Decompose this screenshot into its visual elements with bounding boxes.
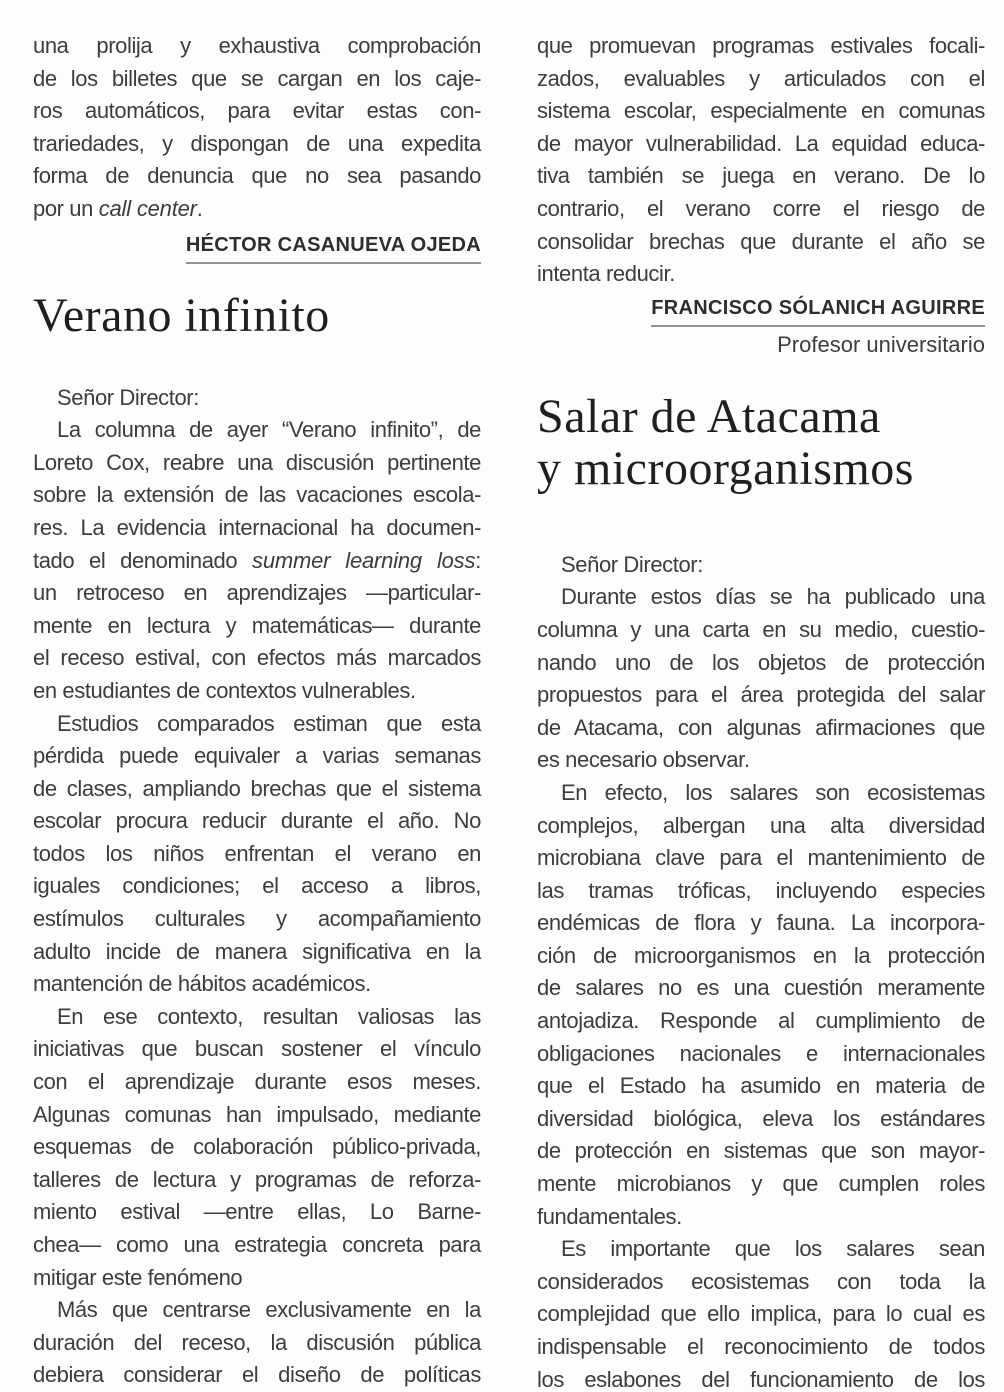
text-line: iniciativas que buscan sostener el vínculo [33,1036,481,1062]
headline-salar-de-atacama [537,391,985,495]
text-line: mente microbianos y que cumplen roles [537,1171,985,1197]
text-line: sistema escolar, especialmente en comunas [537,98,985,124]
text-line: por un call center. [33,195,203,221]
text-line: complejidad que ello implica, para lo cual es [537,1301,985,1327]
text-line: mitigar este fenómeno [33,1264,243,1290]
text-line: forma de denuncia que no sea pasando [33,163,481,189]
text-line: En efecto, los salares son ecosistemas [561,779,985,805]
text-line: indispensable el reconocimiento de todos [537,1334,985,1359]
headline-line: Salar de Atacama [537,389,881,443]
text-line: de mayor vulnerabilidad. La equidad educa- [537,130,985,156]
text-line: de Atacama, con algunas afirmaciones que [537,714,985,740]
text-line: Algunas comunas han impulsado, mediante [33,1101,481,1127]
paragraph [33,708,481,1001]
text-line: Estudios comparados estiman que esta [57,710,481,736]
text-line: de protección en sistemas que son mayor- [537,1138,985,1164]
text-line: estímulos culturales y acompañamiento [33,906,481,932]
signature-hector-casanueva [33,234,481,264]
letter-verano-infinito-body [33,382,481,1392]
text-line: columna y una carta en su medio, cuestio- [537,616,985,642]
text-line: talleres de lectura y programas de reforza- [33,1166,481,1192]
text-line: intenta reducir. [537,261,675,287]
letter-atm-fragment [33,30,481,226]
paragraph [537,30,985,291]
text-line: Señor Director: [561,551,703,577]
text-line: Loreto Cox, reabre una discusión pertinente [33,449,481,475]
text-line: en estudiantes de contextos vulnerables. [33,677,416,703]
paragraph [33,30,481,226]
signature-name: FRANCISCO SÓLANICH AGUIRRE [651,297,985,327]
text-line: ción de microorganismos en la protección [537,942,985,968]
text-line: duración del receso, la discusión pública [33,1329,481,1355]
headline-verano-infinito [33,290,481,342]
letter-salar-atacama-body [537,549,985,1392]
text-line: trariedades, y dispongan de una expedita [33,130,481,156]
text-line: es necesario observar. [537,747,750,773]
text-line: miento estival —entre ellas, Lo Barne- [33,1199,481,1225]
text-line: de clases, ampliando brechas que el sistema [33,775,481,801]
text-line: res. La evidencia internacional ha documen- [33,514,481,540]
text-line: de salares no es una cuestión meramente [537,975,985,1001]
text-line: mantención de hábitos académicos. [33,971,371,997]
text-line: las tramas tróficas, incluyendo especies [537,877,985,903]
text-line: ros automáticos, para evitar estas con- [33,98,481,124]
text-line: Durante estos días se ha publicado una [561,584,985,610]
text-line: endémicas de flora y fauna. La incorpora- [537,910,985,936]
text-line: esquemas de colaboración público-privada, [33,1134,481,1160]
text-line: nando uno de los objetos de protección [537,649,985,675]
text-line: mente en lectura y matemáticas— durante [33,612,481,638]
text-line: obligaciones nacionales e internacionales [537,1040,985,1066]
text-line: propuestos para el área protegida del salar [537,682,985,708]
text-line: con el aprendizaje durante esos meses. [33,1069,481,1095]
paragraph [33,382,481,415]
headline-line: y microorganismos [537,441,914,495]
text-line: antojadiza. Responde al cumplimiento de [537,1008,985,1034]
text-line: que promuevan programas estivales focali- [537,33,985,58]
text-line: un retroceso en aprendizajes —particular- [33,580,481,606]
text-line: escolar procura reducir durante el año. No [33,808,481,834]
text-line: Señor Director: [57,384,199,410]
signature-name: HÉCTOR CASANUEVA OJEDA [186,234,481,264]
text-line: que el Estado ha asumido en materia de [537,1073,985,1099]
text-line: una prolija y exhaustiva comprobación [33,33,481,58]
paragraph [537,581,985,777]
text-line: sobre la extensión de las vacaciones escola- [33,482,481,508]
text-line: considerados ecosistemas con toda la [537,1268,985,1294]
text-line: tiva también se juega en verano. De lo [537,163,985,189]
signature-role: Profesor universitario [777,331,985,357]
text-line: todos los niños enfrentan el verano en [33,840,481,866]
text-line: consolidar brechas que durante el año se [537,228,985,254]
headline-line: Verano infinito [33,288,330,342]
right-column [537,30,985,1392]
text-line: tado el denominado summer learning loss: [33,547,481,573]
text-line: chea— como una estrategia concreta para [33,1232,481,1257]
text-line: el receso estival, con efectos más marcados [33,645,481,671]
text-line: En ese contexto, resultan valiosas las [57,1003,481,1029]
text-line: microbiana clave para el mantenimiento de [537,845,985,871]
text-line: complejos, albergan una alta diversidad [537,812,985,838]
paragraph [33,414,481,707]
text-line: debiera considerar el diseño de políticas [33,1362,481,1388]
text-line: adulto incide de manera significativa en la [33,938,481,964]
text-line: fundamentales. [537,1203,682,1229]
left-column [33,30,481,1392]
paragraph [33,1294,481,1392]
paragraph [537,777,985,1233]
paragraph [33,1001,481,1294]
text-line: contrario, el verano corre el riesgo de [537,195,985,221]
text-line: diversidad biológica, eleva los estándares [537,1105,985,1131]
text-line: Es importante que los salares sean [561,1236,985,1262]
paragraph [537,1233,985,1392]
text-line: La columna de ayer “Verano infinito”, de [57,417,481,443]
letter-verano-fragment [537,30,985,291]
text-line: de los billetes que se cargan en los caje- [33,65,481,91]
text-line: pérdida puede equivaler a varias semanas [33,743,481,769]
paragraph [537,549,985,582]
text-line: zados, evaluables y articulados con el [537,65,985,91]
signature-francisco-solanich [537,297,985,357]
text-line: los eslabones del funcionamiento de los [537,1366,985,1392]
text-line: iguales condiciones; el acceso a libros, [33,873,481,899]
text-line: Más que centrarse exclusivamente en la [57,1297,481,1323]
